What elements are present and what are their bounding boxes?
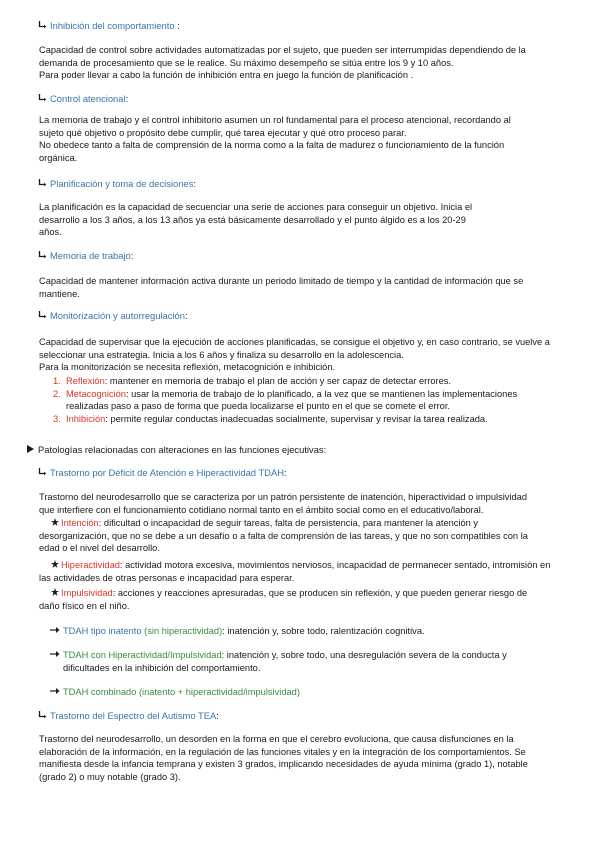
- tdah-type: TDAH combinado (inatento + hiperactividad/impulsividad): [50, 686, 300, 699]
- paragraph-memoria-trabajo: Capacidad de mantener información activa durante un periodo limitado de tiempo y la cantidad de información que se mantiene.: [39, 276, 524, 299]
- tdah-symptom: Impulsividad: acciones y reacciones apresuradas, que se producen sin reflexión, y que pueden generar riesgo de daño físico en el niño.: [39, 588, 528, 611]
- paragraph-tdah: Trastorno del neurodesarrollo que se caracteriza por un patrón persistente de inatención, hiperactividad o impulsividad que interfiere con el funcionamiento cotidiano normal tanto en el ámbito social como en el educativo/laboral.: [39, 492, 528, 515]
- heading-memoria-trabajo: Memoria de trabajo:: [38, 250, 133, 262]
- tdah-type: TDAH con Hiperactividad/Impulsividad: inatención y, sobre todo, una desregulación severa de la conducta y dificultades en la inhibición del comportamiento.: [50, 649, 507, 674]
- paragraph-monitorizacion: Capacidad de supervisar que la ejecución de acciones planificadas, se consigue el objetivo y, en caso contrario, se vuelve a seleccionar una estrategia. Inicia a los 6 años y finaliza su desarrollo en la adolescencia. Para la monitorización se necesita reflexión, metacognición e inhibición.: [39, 337, 550, 373]
- monitorizacion-list: [53, 375, 593, 425]
- heading-planificacion: Planificación y toma de decisiones:: [38, 178, 196, 190]
- paragraph-planificacion: La planificación es la capacidad de secuenciar una serie de acciones para conseguir un objetivo. Inicia el desarrollo a los 3 años, a los 13 años ya está básicamente desarrollado y el punto álgido es a los 20-29 años.: [39, 202, 473, 238]
- tdah-type: TDAH tipo inatento (sin hiperactividad): inatención y, sobre todo, ralentización cognitiva.: [50, 625, 425, 638]
- return-arrow-icon: [38, 94, 47, 103]
- paragraph-tea: Trastorno del neurodesarrollo, un desorden en la forma en que el cerebro evoluciona, que causa disfunciones en la elaboración de la información, en la regulación de las funciones vitales y en la integración de los comportamientos. Se manifiesta desde la infancia temprana y existen 3 grados, implicando necesidades de ayuda mínima (grado 1), notable (grado 2) o muy notable (grado 3).: [39, 734, 528, 782]
- return-arrow-icon: [38, 179, 47, 188]
- right-arrow-icon: [50, 686, 60, 699]
- star-bullet-icon: [51, 587, 59, 595]
- tdah-symptom: Intención: dificultad o incapacidad de seguir tareas, falta de persistencia, para mantener la atención y desorganización, que no se debe a un desafío o a falta de comprensión de las tareas, y que no son compatibles con la edad o el nivel del desarrollo.: [39, 518, 528, 554]
- return-arrow-icon: [38, 311, 47, 320]
- list-item: 3. Inhibición: permite regular conductas inadecuadas socialmente, supervisar y revisar la tarea realizada.: [53, 413, 488, 424]
- paragraph-inhibicion: Capacidad de control sobre actividades automatizadas por el sujeto, que pueden ser interrumpidas dependiendo de la demanda de procesamiento que se le realice. Su máximo desempeño se sitúa entre los 9 y 10 años. Para poder llevar a cabo la función de inhibición entra en juego la función de planificación .: [39, 45, 526, 81]
- star-bullet-icon: [51, 559, 59, 567]
- paragraph-control-atencional: La memoria de trabajo y el control inhibitorio asumen un rol fundamental para el proceso atencional, recordando al sujeto qué objetivo o propósito debe cumplir, qué tarea ejecutar y qué otro proceso parar. No obedece tanto a falta de comprensión de la norma como a la falta de madurez o funcionamiento de la función orgánica.: [39, 115, 511, 163]
- triangle-bullet-icon: [27, 445, 34, 453]
- return-arrow-icon: [38, 21, 47, 30]
- heading-control-atencional: Control atencional:: [38, 93, 128, 105]
- return-arrow-icon: [38, 251, 47, 260]
- list-item: 1. Reflexión: mantener en memoria de trabajo el plan de acción y ser capaz de detectar errores.: [53, 376, 452, 386]
- patologias-heading: Patologías relacionadas con alteraciones en las funciones ejecutivas:: [27, 444, 326, 456]
- heading-tdah: Trastorno por Déficit de Atención e Hiperactividad TDAH:: [38, 467, 287, 479]
- return-arrow-icon: [38, 711, 47, 720]
- right-arrow-icon: [50, 649, 60, 662]
- star-bullet-icon: [51, 517, 59, 525]
- list-item: 2. Metacognición: usar la memoria de trabajo de lo planificado, a la vez que se mantienen las implementaciones realizadas paso a paso de forma que pueda localizarse el punto en el que se comete el error.: [53, 388, 518, 412]
- return-arrow-icon: [38, 468, 47, 477]
- right-arrow-icon: [50, 625, 60, 638]
- heading-inhibicion: Inhibición del comportamiento :: [38, 20, 180, 32]
- heading-monitorizacion: Monitorización y autorregulación:: [38, 310, 188, 322]
- tdah-symptom: Hiperactividad: actividad motora excesiva, movimientos nerviosos, incapacidad de permanecer sentado, intromisión en las actividades de otras personas e incapacidad para esperar.: [39, 560, 551, 583]
- heading-tea: Trastorno del Espectro del Autismo TEA:: [38, 710, 219, 722]
